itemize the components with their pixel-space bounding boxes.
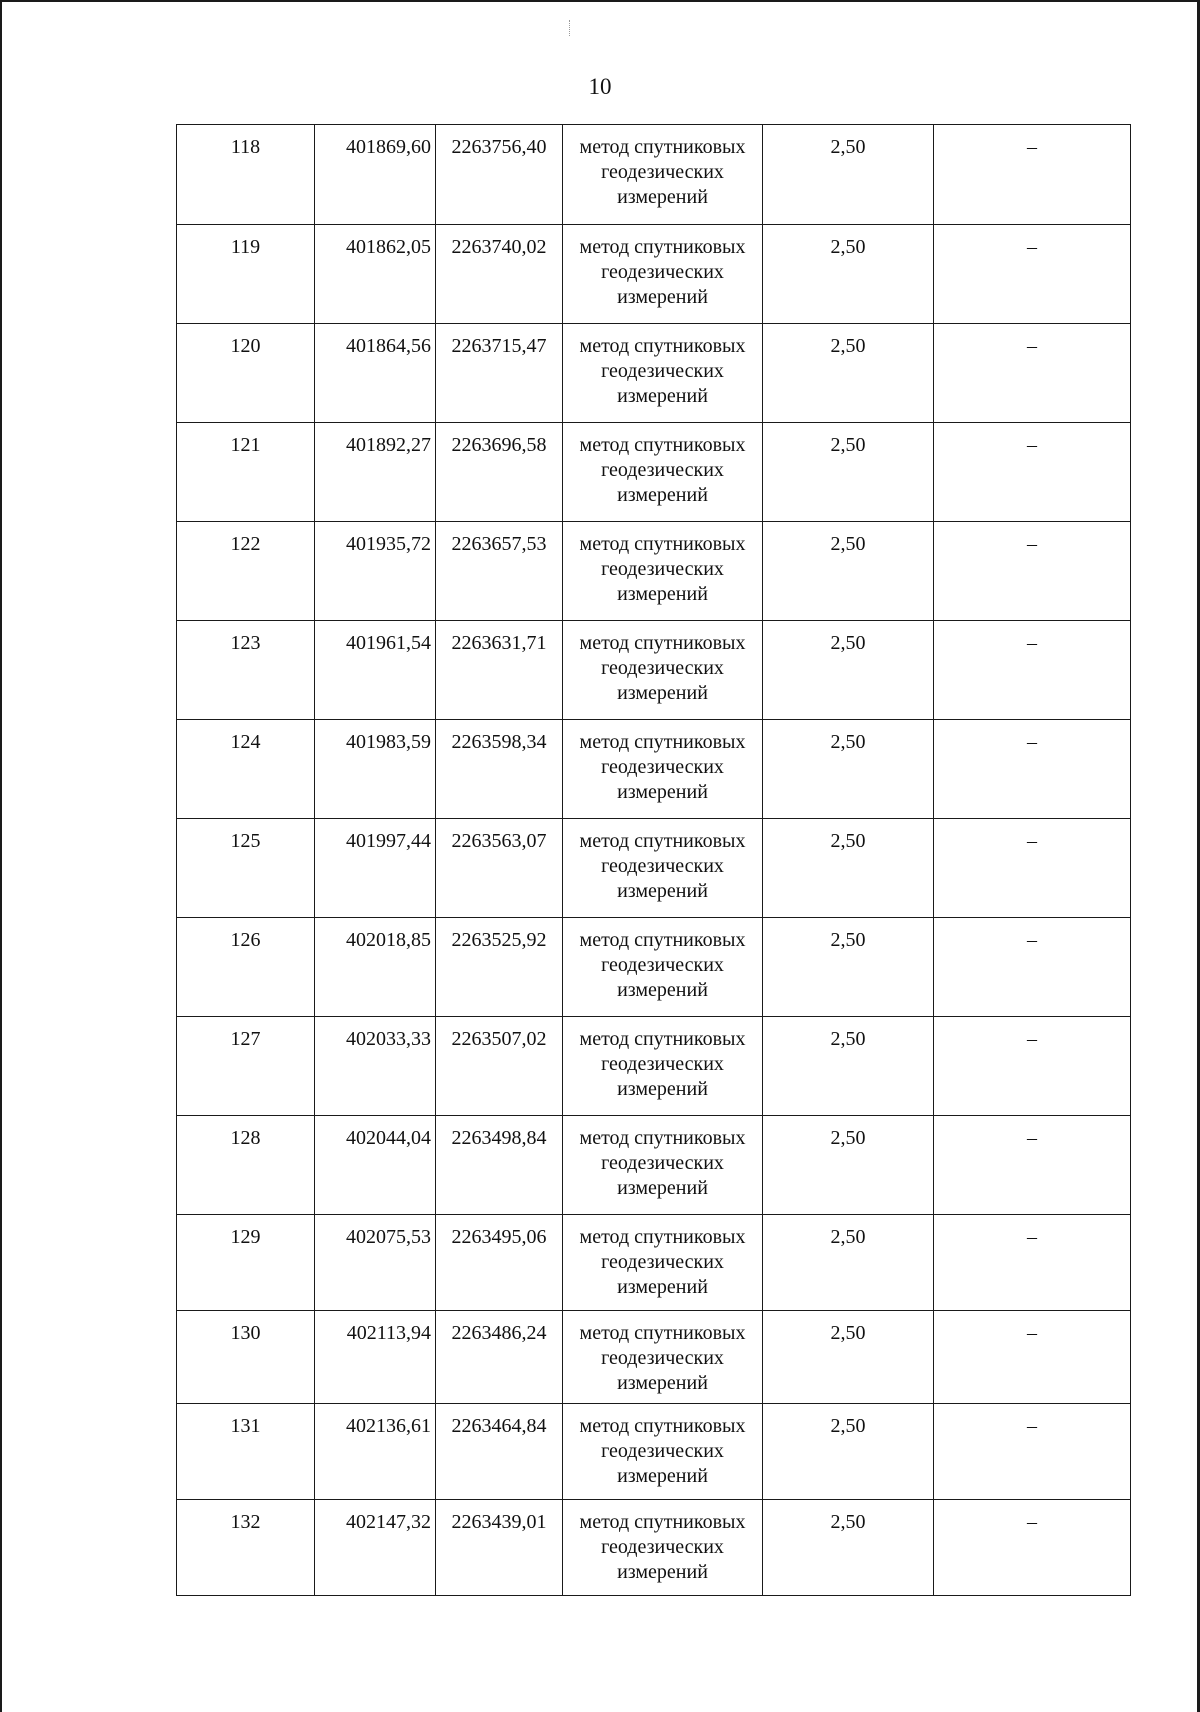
note-cell: – xyxy=(934,1311,1131,1404)
table-row xyxy=(177,1500,1131,1596)
point-number-cell: 122 xyxy=(177,522,315,621)
method-text-line: метод спутниковых xyxy=(579,533,746,555)
table-row xyxy=(177,423,1131,522)
x-coordinate-cell: 401997,44 xyxy=(315,819,436,918)
x-coordinate-cell: 401961,54 xyxy=(315,621,436,720)
table-row xyxy=(177,1311,1131,1404)
y-coordinate-cell: 2263486,24 xyxy=(436,1311,563,1404)
method-cell xyxy=(563,522,763,621)
accuracy-cell: 2,50 xyxy=(763,1215,934,1311)
point-number-cell: 124 xyxy=(177,720,315,819)
note-cell: – xyxy=(934,918,1131,1017)
y-coordinate-cell: 2263598,34 xyxy=(436,720,563,819)
method-text-line: измерений xyxy=(617,484,708,506)
accuracy-cell: 2,50 xyxy=(763,819,934,918)
note-cell: – xyxy=(934,423,1131,522)
x-coordinate-cell: 401869,60 xyxy=(315,125,436,225)
method-text-line: измерений xyxy=(617,1465,708,1487)
method-cell xyxy=(563,1116,763,1215)
page-number: 10 xyxy=(588,74,612,99)
table-row xyxy=(177,1215,1131,1311)
x-coordinate-cell: 402044,04 xyxy=(315,1116,436,1215)
method-text-line: геодезических xyxy=(601,459,724,481)
method-text-line: геодезических xyxy=(601,1152,724,1174)
method-text-line: измерений xyxy=(617,583,708,605)
note-cell: – xyxy=(934,125,1131,225)
x-coordinate-cell: 401864,56 xyxy=(315,324,436,423)
accuracy-cell: 2,50 xyxy=(763,324,934,423)
table-row xyxy=(177,225,1131,324)
method-text-line: геодезических xyxy=(601,1347,724,1369)
x-coordinate-cell: 402018,85 xyxy=(315,918,436,1017)
method-text-line: измерений xyxy=(617,1078,708,1100)
method-text-line: геодезических xyxy=(601,1251,724,1273)
method-text-line: измерений xyxy=(617,1372,708,1394)
method-cell xyxy=(563,324,763,423)
note-cell: – xyxy=(934,522,1131,621)
coordinates-table-body xyxy=(177,125,1131,1596)
method-text-line: геодезических xyxy=(601,1536,724,1558)
method-cell xyxy=(563,423,763,522)
point-number-cell: 131 xyxy=(177,1404,315,1500)
method-text-line: метод спутниковых xyxy=(579,1322,746,1344)
accuracy-cell: 2,50 xyxy=(763,621,934,720)
accuracy-cell: 2,50 xyxy=(763,918,934,1017)
method-cell xyxy=(563,720,763,819)
method-text-line: геодезических xyxy=(601,954,724,976)
y-coordinate-cell: 2263495,06 xyxy=(436,1215,563,1311)
table-row xyxy=(177,522,1131,621)
coordinates-table xyxy=(176,124,1131,1596)
y-coordinate-cell: 2263525,92 xyxy=(436,918,563,1017)
point-number-cell: 126 xyxy=(177,918,315,1017)
method-text-line: измерений xyxy=(617,385,708,407)
x-coordinate-cell: 401892,27 xyxy=(315,423,436,522)
method-text-line: измерений xyxy=(617,682,708,704)
note-cell: – xyxy=(934,324,1131,423)
table-row xyxy=(177,1404,1131,1500)
method-text-line: геодезических xyxy=(601,1053,724,1075)
point-number-cell: 130 xyxy=(177,1311,315,1404)
accuracy-cell: 2,50 xyxy=(763,1017,934,1116)
accuracy-cell: 2,50 xyxy=(763,1404,934,1500)
method-text-line: геодезических xyxy=(601,161,724,183)
note-cell: – xyxy=(934,819,1131,918)
x-coordinate-cell: 401862,05 xyxy=(315,225,436,324)
note-cell: – xyxy=(934,225,1131,324)
method-cell xyxy=(563,1404,763,1500)
point-number-cell: 120 xyxy=(177,324,315,423)
method-cell xyxy=(563,621,763,720)
method-text-line: метод спутниковых xyxy=(579,1415,746,1437)
method-text-line: измерений xyxy=(617,880,708,902)
method-text-line: геодезических xyxy=(601,1440,724,1462)
accuracy-cell: 2,50 xyxy=(763,225,934,324)
y-coordinate-cell: 2263657,53 xyxy=(436,522,563,621)
x-coordinate-cell: 402136,61 xyxy=(315,1404,436,1500)
method-text-line: измерений xyxy=(617,781,708,803)
accuracy-cell: 2,50 xyxy=(763,125,934,225)
method-cell xyxy=(563,1017,763,1116)
method-text-line: метод спутниковых xyxy=(579,434,746,456)
method-text-line: измерений xyxy=(617,1177,708,1199)
table-row xyxy=(177,819,1131,918)
point-number-cell: 123 xyxy=(177,621,315,720)
table-row xyxy=(177,720,1131,819)
method-text-line: метод спутниковых xyxy=(579,929,746,951)
note-cell: – xyxy=(934,1116,1131,1215)
point-number-cell: 129 xyxy=(177,1215,315,1311)
method-text-line: геодезических xyxy=(601,360,724,382)
accuracy-cell: 2,50 xyxy=(763,1311,934,1404)
table-row xyxy=(177,1017,1131,1116)
method-text-line: измерений xyxy=(617,286,708,308)
method-text-line: метод спутниковых xyxy=(579,830,746,852)
point-number-cell: 128 xyxy=(177,1116,315,1215)
table-row xyxy=(177,918,1131,1017)
y-coordinate-cell: 2263631,71 xyxy=(436,621,563,720)
table-row xyxy=(177,621,1131,720)
method-text-line: измерений xyxy=(617,979,708,1001)
point-number-cell: 127 xyxy=(177,1017,315,1116)
scan-border-top xyxy=(0,0,1200,2)
accuracy-cell: 2,50 xyxy=(763,1116,934,1215)
note-cell: – xyxy=(934,1215,1131,1311)
method-cell xyxy=(563,225,763,324)
note-cell: – xyxy=(934,1500,1131,1596)
note-cell: – xyxy=(934,1404,1131,1500)
method-cell xyxy=(563,918,763,1017)
point-number-cell: 125 xyxy=(177,819,315,918)
method-cell xyxy=(563,1215,763,1311)
scan-border-left xyxy=(0,0,2,1712)
method-cell xyxy=(563,125,763,225)
accuracy-cell: 2,50 xyxy=(763,720,934,819)
accuracy-cell: 2,50 xyxy=(763,1500,934,1596)
y-coordinate-cell: 2263715,47 xyxy=(436,324,563,423)
y-coordinate-cell: 2263696,58 xyxy=(436,423,563,522)
method-text-line: метод спутниковых xyxy=(579,136,746,158)
method-text-line: метод спутниковых xyxy=(579,1028,746,1050)
method-text-line: измерений xyxy=(617,1561,708,1583)
point-number-cell: 121 xyxy=(177,423,315,522)
y-coordinate-cell: 2263756,40 xyxy=(436,125,563,225)
y-coordinate-cell: 2263507,02 xyxy=(436,1017,563,1116)
method-text-line: метод спутниковых xyxy=(579,1226,746,1248)
y-coordinate-cell: 2263563,07 xyxy=(436,819,563,918)
method-text-line: метод спутниковых xyxy=(579,1127,746,1149)
accuracy-cell: 2,50 xyxy=(763,423,934,522)
x-coordinate-cell: 401983,59 xyxy=(315,720,436,819)
point-number-cell: 132 xyxy=(177,1500,315,1596)
x-coordinate-cell: 402075,53 xyxy=(315,1215,436,1311)
note-cell: – xyxy=(934,720,1131,819)
method-text-line: геодезических xyxy=(601,756,724,778)
method-text-line: геодезических xyxy=(601,261,724,283)
method-text-line: геодезических xyxy=(601,558,724,580)
table-row xyxy=(177,125,1131,225)
x-coordinate-cell: 402147,32 xyxy=(315,1500,436,1596)
scan-artifact xyxy=(569,20,571,36)
method-text-line: метод спутниковых xyxy=(579,335,746,357)
x-coordinate-cell: 402033,33 xyxy=(315,1017,436,1116)
point-number-cell: 118 xyxy=(177,125,315,225)
method-cell xyxy=(563,1311,763,1404)
x-coordinate-cell: 401935,72 xyxy=(315,522,436,621)
method-text-line: геодезических xyxy=(601,657,724,679)
y-coordinate-cell: 2263464,84 xyxy=(436,1404,563,1500)
point-number-cell: 119 xyxy=(177,225,315,324)
method-text-line: измерений xyxy=(617,1276,708,1298)
method-text-line: метод спутниковых xyxy=(579,236,746,258)
accuracy-cell: 2,50 xyxy=(763,522,934,621)
method-text-line: метод спутниковых xyxy=(579,1511,746,1533)
y-coordinate-cell: 2263498,84 xyxy=(436,1116,563,1215)
method-text-line: геодезических xyxy=(601,855,724,877)
method-text-line: измерений xyxy=(617,186,708,208)
note-cell: – xyxy=(934,621,1131,720)
method-text-line: метод спутниковых xyxy=(579,731,746,753)
x-coordinate-cell: 402113,94 xyxy=(315,1311,436,1404)
table-row xyxy=(177,324,1131,423)
y-coordinate-cell: 2263439,01 xyxy=(436,1500,563,1596)
method-text-line: метод спутниковых xyxy=(579,632,746,654)
method-cell xyxy=(563,819,763,918)
note-cell: – xyxy=(934,1017,1131,1116)
y-coordinate-cell: 2263740,02 xyxy=(436,225,563,324)
table-row xyxy=(177,1116,1131,1215)
method-cell xyxy=(563,1500,763,1596)
